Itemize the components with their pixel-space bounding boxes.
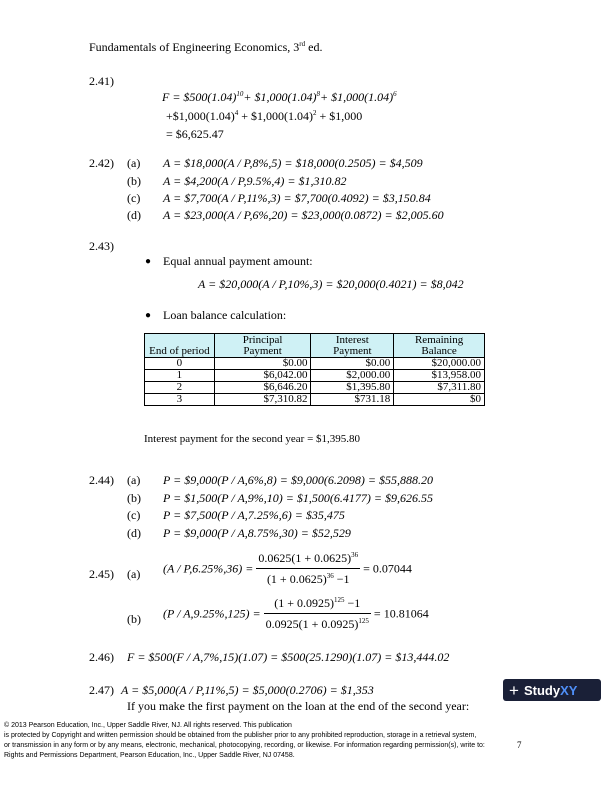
label-245b: (b) (127, 612, 141, 626)
label-244c: (c) (127, 508, 141, 522)
header-title-sup: rd (299, 40, 306, 48)
page-header (89, 40, 322, 55)
label-245a: (a) (127, 567, 141, 581)
copyright-line-1: © 2013 Pearson Education, Inc., Upper Saddle River, NJ. All rights reserved. This publication (4, 722, 292, 729)
label-244b: (b) (127, 491, 141, 505)
eq-244b: P = $1,500(P / A,9%,10) = $1,500(6.4177) = $9,626.55 (163, 491, 433, 505)
eq-246: F = $500(F / A,7%,15)(1.07) = $500(25.1290)(1.07) = $13,444.02 (127, 650, 450, 664)
eq-241-line3: = $6,625.47 (166, 127, 224, 141)
table-header-row (145, 334, 485, 358)
label-242b: (b) (127, 174, 141, 188)
loan-balance-table (144, 333, 485, 406)
p247-text: If you make the first payment on the loan at the end of the second year: (127, 699, 470, 713)
header-title: Fundamentals of Engineering Economics, 3 (89, 40, 300, 54)
table-row: 3 $7,310.82 $731.18 $0 (145, 394, 485, 406)
col-header-interest: Interest Payment (311, 334, 394, 358)
table-row: 0 $0.00 $0.00 $20,000.00 (145, 358, 485, 370)
bullet-text-2: Loan balance calculation: (163, 308, 287, 322)
fraction-245a: $\frac{0.0625(1 + 0.0625)^{36}}{(1 + 0.0625)^{36} -1}$ (258, 551, 359, 586)
interest-note: Interest payment for the second year = $1,395.80 (144, 433, 361, 445)
eq-242b: A = $4,200(A / P,9.5%,4) = $1,310.82 (163, 174, 347, 188)
eq-242c: A = $7,700(A / P,11%,3) = $7,700(0.4092) = $3,150.84 (163, 191, 431, 205)
studyxy-logo[interactable]: + StudyXY (503, 679, 601, 701)
label-244d: (d) (127, 526, 141, 540)
bullet-icon: ● (145, 310, 152, 321)
page-number: 7 (517, 740, 522, 750)
col-header-period: End of period (145, 334, 215, 358)
eq-244d: P = $9,000(P / A,8.75%,30) = $52,529 (163, 526, 351, 540)
eq-243: A = $20,000(A / P,10%,3) = $20,000(0.4021) = $8,042 (198, 277, 464, 291)
eq-247: A = $5,000(A / P,11%,5) = $5,000(0.2706) = $1,353 (121, 683, 374, 697)
problem-number-242: 2.42) (89, 156, 114, 170)
label-244a: (a) (127, 473, 141, 487)
label-242d: (d) (127, 208, 141, 222)
eq-242a: A = $18,000(A / P,8%,5) = $18,000(0.2505) = $4,509 (163, 156, 423, 170)
col-header-principal: Principal Payment (214, 334, 311, 358)
eq-241-line1: $F = \$500(1.04)^{10}+$ $\$1,000(1.04)^8+$ $\$1,000(1.04)^6$ (162, 90, 397, 104)
problem-number-247: 2.47) (89, 683, 114, 697)
table-row: 1 $6,042.00 $2,000.00 $13,958.00 (145, 370, 485, 382)
eq-245a: (A / P,6.25%,36) = $\frac{0.0625(1 + 0.0625)^{36}}{(1 + 0.0625)^{36} -1}$ = 0.07044 (163, 551, 412, 586)
eq-244a: P = $9,000(P / A,6%,8) = $9,000(6.2098) = $55,888.20 (163, 473, 433, 487)
fraction-245b: $\frac{(1 + 0.0925)^{125} -1}{0.0925(1 + 0.0925)^{125}}$ (265, 596, 369, 631)
problem-number-244: 2.44) (89, 473, 114, 487)
header-title-tail: ed. (305, 40, 323, 54)
label-242c: (c) (127, 191, 141, 205)
eq-242d: A = $23,000(A / P,6%,20) = $23,000(0.0872) = $2,005.60 (163, 208, 444, 222)
copyright-line-3: or transmission in any form or by any means, electronic, mechanical, photocopying, recording, or likewise. For information regarding permission(s), write to: (4, 742, 485, 749)
eq-245b: (P / A,9.25%,125) = $\frac{(1 + 0.0925)^{125} -1}{0.0925(1 + 0.0925)^{125}}$ = 10.81064 (163, 596, 429, 631)
eq-244c: P = $7,500(P / A,7.25%,6) = $35,475 (163, 508, 345, 522)
problem-number-241: 2.41) (89, 74, 114, 88)
problem-number-245: 2.45) (89, 567, 114, 581)
table-row: 2 $6,646.20 $1,395.80 $7,311.80 (145, 382, 485, 394)
eq-241-line2: $+\$1,000(1.04)^4$ + $\$1,000(1.04)^2$ + $1,000 (166, 109, 363, 123)
col-header-balance: Remaining Balance (394, 334, 485, 358)
label-242a: (a) (127, 156, 141, 170)
problem-number-246: 2.46) (89, 650, 114, 664)
bullet-text-1: Equal annual payment amount: (163, 254, 313, 268)
copyright-line-2: is protected by Copyright and written permission should be obtained from the publisher prior to any prohibited reproduction, storage in a retrieval system, (4, 732, 477, 739)
plus-icon: + (509, 681, 519, 700)
copyright-line-4: Rights and Permissions Department, Pearson Education, Inc., Upper Saddle River, NJ 07458. (4, 752, 295, 759)
problem-number-243: 2.43) (89, 239, 114, 253)
bullet-icon: ● (145, 256, 152, 267)
